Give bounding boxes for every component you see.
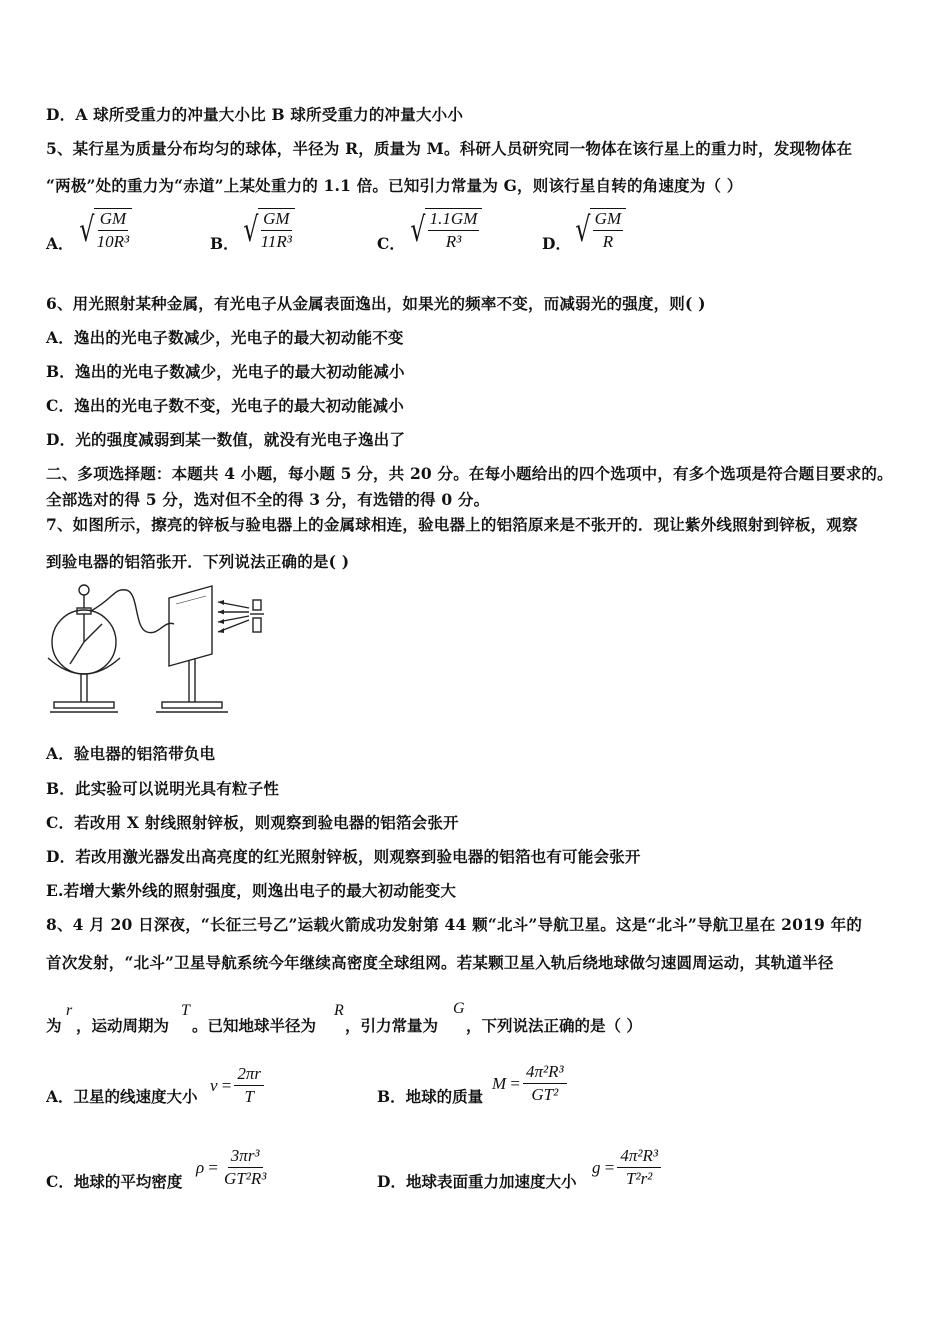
section2-heading-line2: 全部选对的得 5 分，选对但不全的得 3 分，有选错的得 0 分。: [46, 490, 490, 509]
uv-lamp-lower: [253, 618, 261, 632]
uv-lamp-upper: [253, 600, 261, 610]
q5-option-c-formula: √ $\frac{1.1GM}{\text{R³}}$: [407, 208, 482, 251]
q8-stem-line3-part4: ，引力常量为: [345, 1016, 439, 1035]
q5-option-b-formula: √ $\frac{GM}{\text{11R³}}$: [240, 208, 295, 251]
q8-d-denominator: T²r²: [626, 1169, 653, 1188]
q5-stem-line2: “两极”处的重力为“赤道”上某处重力的 1.1 倍。已知引力常量为 G，则该行星自转的角速度为（ ）: [46, 176, 743, 195]
q7-option-d: D．若改用激光器发出高亮度的红光照射锌板，则观察到验电器的铝箔也有可能会张开: [46, 847, 641, 866]
q8-b-lhs: M: [492, 1073, 507, 1093]
q8-var-r: r: [66, 1002, 73, 1019]
q5-b-numerator: GM: [261, 209, 291, 231]
electroscope-ball: [79, 585, 89, 595]
q8-b-denominator: GT²: [531, 1085, 559, 1104]
q6-option-b: B．逸出的光电子数减少，光电子的最大初动能减小: [46, 362, 405, 381]
q8-a-lhs: v: [210, 1075, 218, 1095]
q5-option-c-label: C．: [377, 234, 405, 253]
q7-option-b: B．此实验可以说明光具有粒子性: [46, 779, 280, 798]
q5-a-denominator: 10R³: [96, 231, 130, 251]
q8-stem-line3-part2: ，运动周期为: [76, 1016, 170, 1035]
q5-a-numerator: GM: [98, 209, 128, 231]
q7-stem-line1: 7、如图所示，擦亮的锌板与验电器上的金属球相连，验电器上的铝箔原来是不张开的．现让紫外线照射到锌板，观察: [46, 515, 858, 534]
q8-var-t: T: [181, 1002, 190, 1019]
q8-option-b-text: B．地球的质量: [377, 1087, 484, 1106]
q5-c-denominator: R³: [445, 231, 462, 251]
q8-c-denominator: GT²R³: [224, 1169, 267, 1188]
q6-option-d: D．光的强度减弱到某一数值，就没有光电子逸出了: [46, 430, 406, 449]
q8-c-lhs: ρ: [196, 1157, 205, 1177]
q5-c-numerator: 1.1GM: [428, 209, 480, 231]
q5-d-numerator: GM: [593, 209, 623, 231]
q5-option-a-formula: √ $\frac{GM}{\text{10R³}}$: [76, 208, 132, 251]
q8-option-d-text: D．地球表面重力加速度大小: [377, 1172, 577, 1191]
q4-option-d: D．A 球所受重力的冲量大小比 B 球所受重力的冲量大小小: [46, 105, 464, 124]
q8-var-g: G: [453, 1000, 465, 1017]
q8-d-lhs: g: [592, 1157, 601, 1177]
q8-var-capital-r: R: [334, 1002, 344, 1019]
q8-option-c-text: C．地球的平均密度: [46, 1172, 183, 1191]
q5-d-denominator: R: [602, 231, 614, 251]
zinc-plate: [169, 586, 212, 666]
q8-stem-line1: 8、4 月 20 日深夜，“长征三号乙”运载火箭成功发射第 44 颗“北斗”导航卫星。这是“北斗”导航卫星在 2019 年的: [46, 915, 863, 934]
q5-option-d-label: D．: [542, 234, 571, 253]
q7-option-c: C．若改用 X 射线照射锌板，则观察到验电器的铝箔会张开: [46, 813, 459, 832]
q5-stem-line1: 5、某行星为质量分布均匀的球体，半径为 R，质量为 M。科研人员研究同一物体在该行星上的重力时，发现物体在: [46, 139, 853, 158]
q8-option-b-formula: M = $\frac{\text{4π²R³}}{\text{GT²}}$: [492, 1062, 567, 1105]
q5-option-b-label: B．: [210, 234, 239, 253]
q5-option-a-label: A．: [46, 234, 74, 253]
q8-c-numerator: 3πr³: [228, 1146, 263, 1168]
electroscope-figure: [44, 580, 284, 720]
q6-option-a: A．逸出的光电子数减少，光电子的最大初动能不变: [46, 328, 404, 347]
q6-option-c: C．逸出的光电子数不变，光电子的最大初动能减小: [46, 396, 404, 415]
q7-option-a: A．验电器的铝箔带负电: [46, 744, 216, 763]
q5-b-denominator: 11R³: [260, 231, 292, 251]
q8-stem-line3-part3: 。已知地球半径为: [192, 1016, 317, 1035]
q8-option-a-text: A．卫星的线速度大小: [46, 1087, 198, 1106]
q7-stem-line2: 到验电器的铝箔张开．下列说法正确的是( ): [46, 552, 350, 571]
q8-stem-line3-part5: ，下列说法正确的是（ ）: [466, 1016, 642, 1035]
q8-stem-line2: 首次发射，“北斗”卫星导航系统今年继续高密度全球组网。若某颗卫星入轨后绕地球做匀速圆周运动，其轨道半径: [46, 953, 834, 972]
q8-stem-line3-part1: 为: [46, 1016, 62, 1035]
q5-option-d-formula: √ $\frac{GM}{R}$: [572, 208, 626, 251]
q7-option-e: E.若增大紫外线的照射强度，则逸出电子的最大初动能变大: [46, 881, 457, 900]
q8-option-c-formula: ρ = $\frac{\text{3πr³}}{\text{GT²R³}}$: [196, 1146, 269, 1189]
q8-option-a-formula: v = $\frac{2\pi r}{T}$: [210, 1064, 264, 1107]
q8-d-numerator: 4π²R³: [617, 1146, 661, 1168]
q8-a-numerator: 2πr: [234, 1064, 264, 1086]
q8-a-denominator: T: [244, 1087, 254, 1106]
q8-option-d-formula: g = $\frac{\text{4π²R³}}{\text{T²r²}}$: [592, 1146, 661, 1189]
q8-b-numerator: 4π²R³: [523, 1062, 567, 1084]
section2-heading-line1: 二、多项选择题：本题共 4 小题，每小题 5 分，共 20 分。在每小题给出的四个选项中，有多个选项是符合题目要求的。: [46, 464, 893, 483]
q6-stem: 6、用光照射某种金属，有光电子从金属表面逸出，如果光的频率不变，而减弱光的强度，则( ): [46, 294, 706, 313]
